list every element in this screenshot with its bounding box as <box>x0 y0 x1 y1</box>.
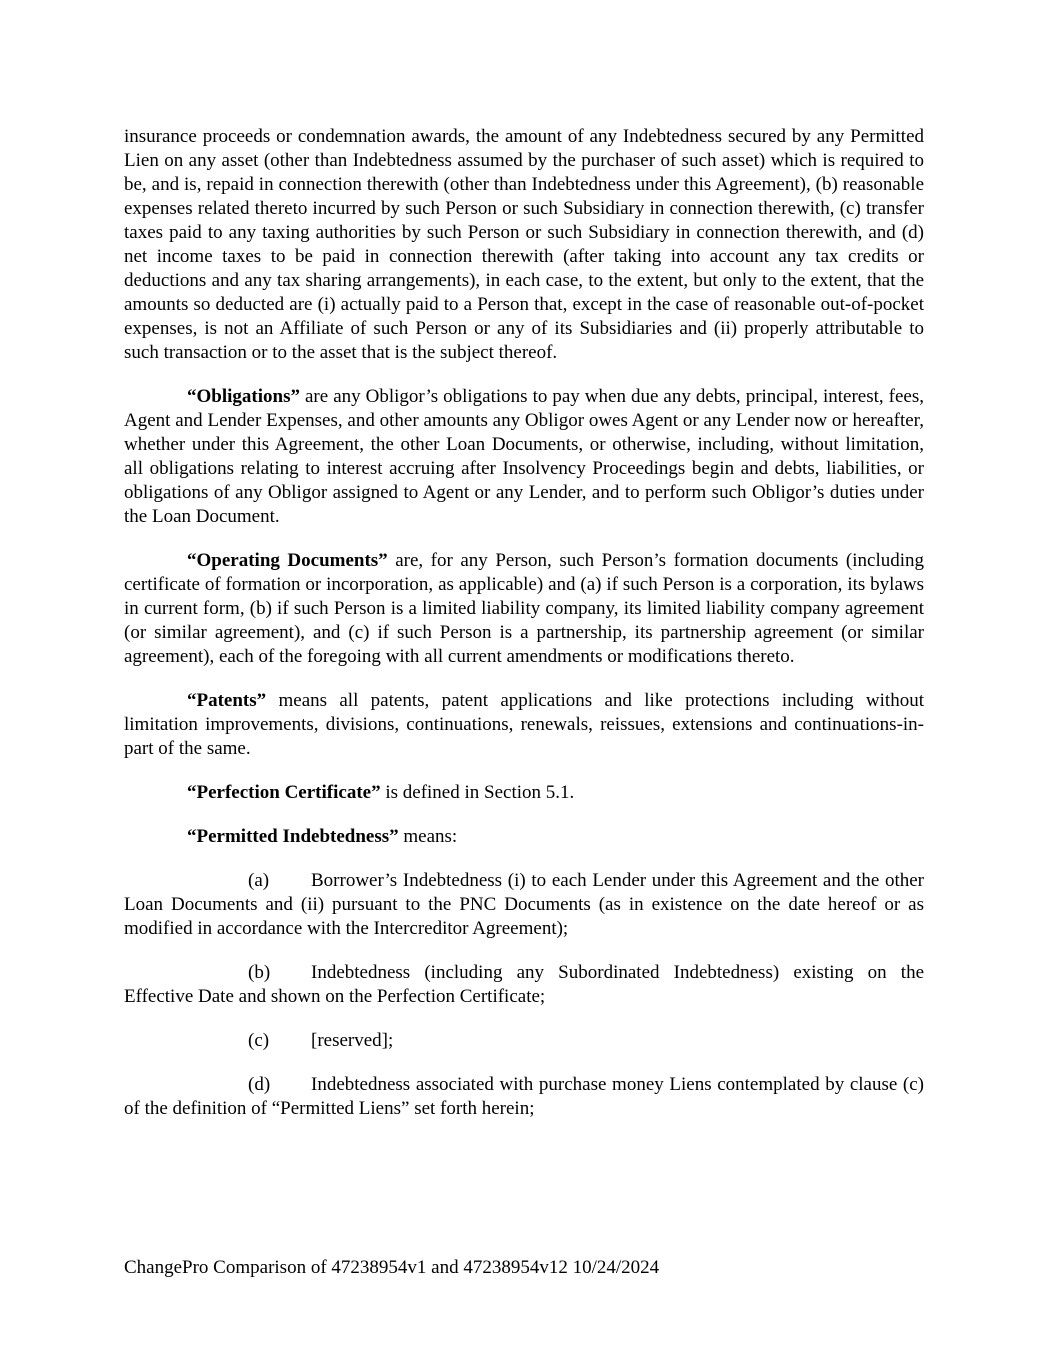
clause-text: Borrower’s Indebtedness (i) to each Lender under this Agreement and the other Loan Documents and (ii) pursuant to the PNC Documents (as in existence on the date hereof or as modified in accordance with the Intercreditor Agreement); <box>124 870 924 939</box>
definition-permitted-indebtedness <box>124 825 924 849</box>
clause-number: (a) <box>248 870 270 891</box>
definition-patents <box>124 689 924 761</box>
definition-text: are any Obligor’s obligations to pay when due any debts, principal, interest, fees, Agent and Lender Expenses, and other amounts any Obligor owes Agent or any Lender now or hereafter, whether under this Agreement, the other Loan Documents, or otherwise, including, without limitation, all obligations relating to interest accruing after Insolvency Proceedings begin and debts, liabilities, or obligations of any Obligor assigned to Agent or any Lender, and to perform such Obligor’s duties under the Loan Document. <box>124 386 924 527</box>
definition-perfection-certificate <box>124 781 924 805</box>
clause-number: (d) <box>248 1074 271 1095</box>
clause-number: (c) <box>248 1030 270 1051</box>
clause-text: [reserved]; <box>311 1030 394 1051</box>
document-body <box>124 125 924 1121</box>
page-footer: ChangePro Comparison of 47238954v1 and 47238954v12 10/24/2024 <box>124 1257 660 1278</box>
paragraph-net-proceeds-continuation: insurance proceeds or condemnation awards, the amount of any Indebtedness secured by any Permitted Lien on any asset (other than Indebtedness assumed by the purchaser of such asset) which is required to be, and is, repaid in connection therewith (other than Indebtedness under this Agreement), (b) reasonable expenses related thereto incurred by such Person or such Subsidiary in connection therewith, (c) transfer taxes paid to any taxing authorities by such Person or such Subsidiary in connection therewith, and (d) net income taxes to be paid in connection therewith (after taking into account any tax credits or deductions and any tax sharing arrangements), in each case, to the extent, but only to the extent, that the amounts so deducted are (i) actually paid to a Person that, except in the case of reasonable out-of-pocket expenses, is not an Affiliate of such Person or any of its Subsidiaries and (ii) properly attributable to such transaction or to the asset that is the subject thereof. <box>124 126 924 363</box>
definition-text: is defined in Section 5.1. <box>380 782 575 803</box>
definition-obligations <box>124 385 924 529</box>
definition-text: are, for any Person, such Person’s formation documents (including certificate of formation or incorporation, as applicable) and (a) if such Person is a corporation, its bylaws in current form, (b) if such Person is a limited liability company, its limited liability company agreement (or similar agreement), and (c) if such Person is a partnership, its partnership agreement (or similar agreement), each of the foregoing with all current amendments or modifications thereto. <box>124 550 925 667</box>
definition-operating-documents <box>124 549 924 669</box>
clause-text: Indebtedness (including any Subordinated Indebtedness) existing on the Effective Date and shown on the Perfection Certificate; <box>124 962 924 1007</box>
clause-c <box>124 1029 924 1053</box>
definition-text: means all patents, patent applications and like protections including without limitation improvements, divisions, continuations, renewals, reissues, extensions and continuations-in-part of the same. <box>124 690 924 759</box>
defined-term: “Patents” <box>187 690 267 711</box>
clause-a <box>124 869 924 941</box>
defined-term: “Operating Documents” <box>187 550 388 571</box>
defined-term: “Perfection Certificate” <box>187 782 381 803</box>
defined-term: “Permitted Indebtedness” <box>187 826 399 847</box>
clause-number: (b) <box>248 962 271 983</box>
definition-text: means: <box>398 826 458 847</box>
clause-b <box>124 961 924 1009</box>
clause-d <box>124 1073 924 1121</box>
defined-term: “Obligations” <box>187 386 300 407</box>
clause-text: Indebtedness associated with purchase money Liens contemplated by clause (c) of the definition of “Permitted Liens” set forth herein; <box>124 1074 924 1119</box>
